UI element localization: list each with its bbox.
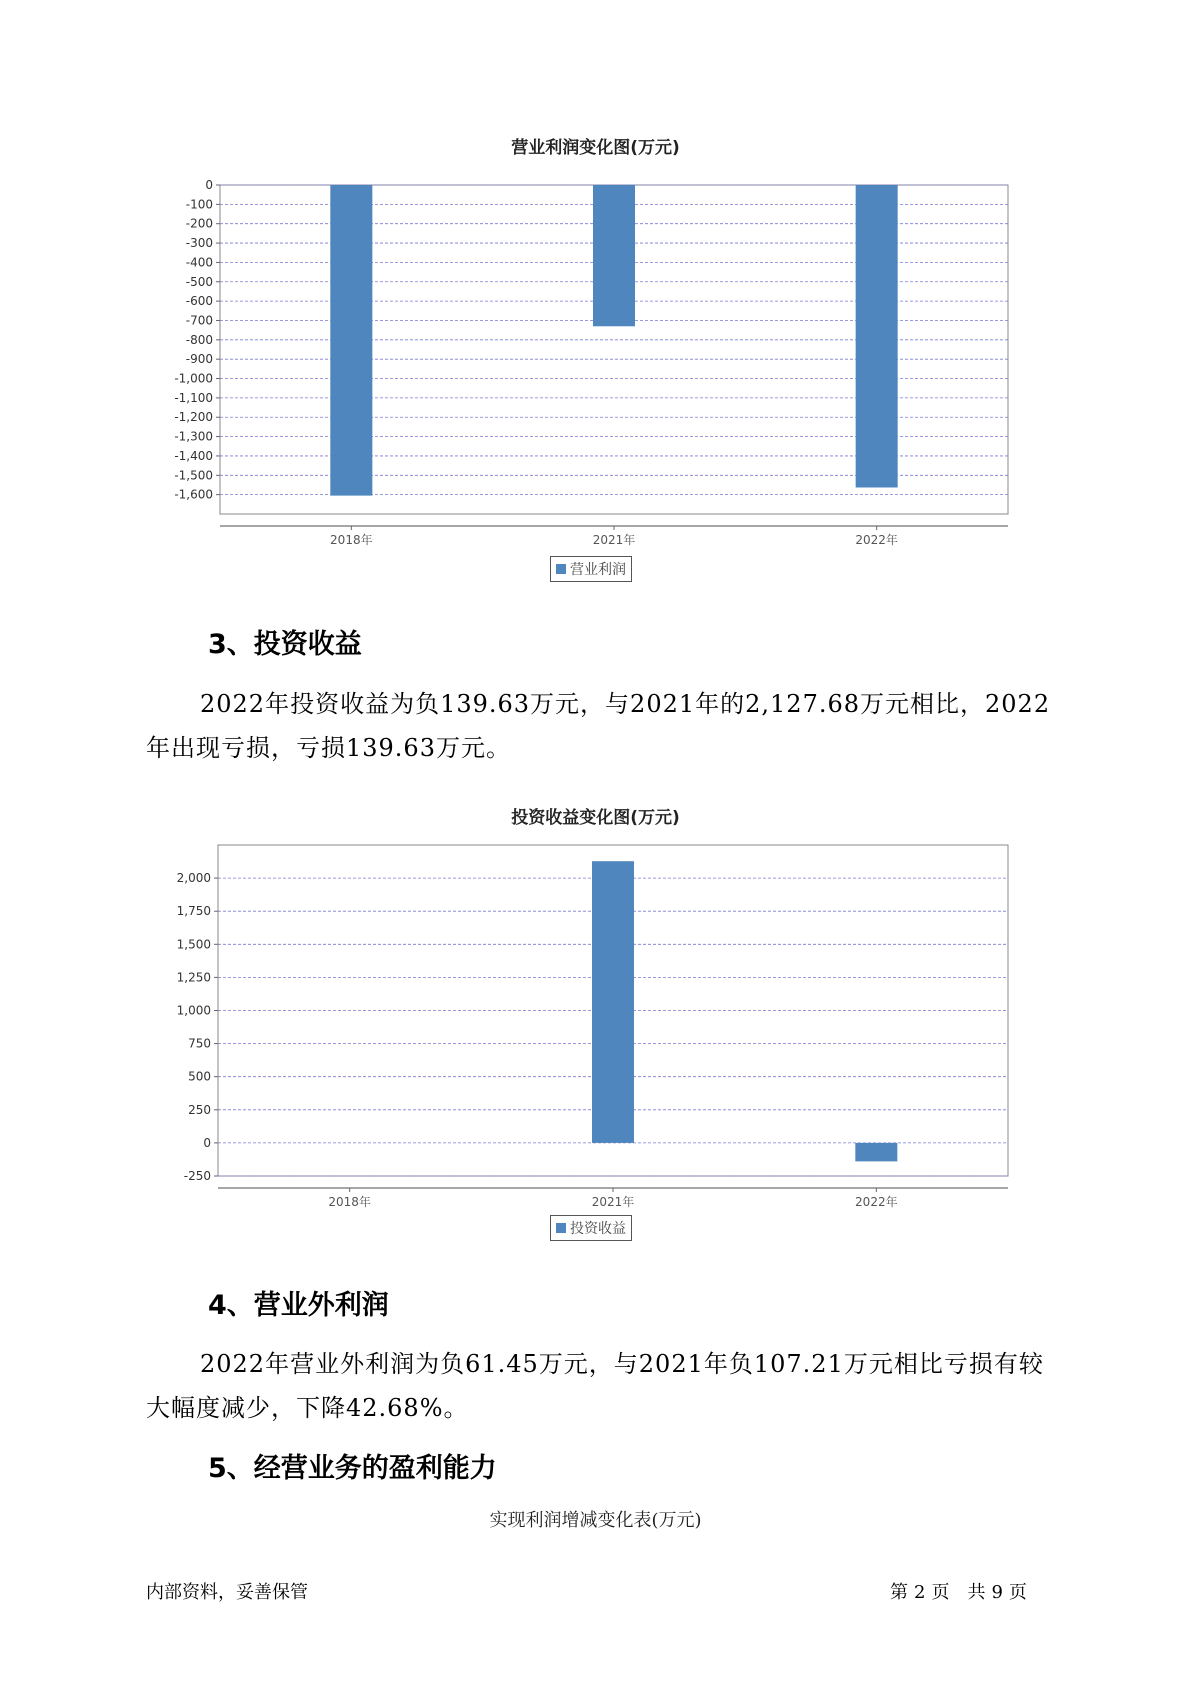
y-tick-label: 1,000 <box>176 1003 211 1018</box>
chart2-legend <box>550 1215 632 1241</box>
y-tick-label: -250 <box>183 1169 211 1183</box>
y-tick-label: -300 <box>185 236 213 251</box>
section5-heading: 5、经营业务的盈利能力 <box>208 1453 497 1484</box>
y-tick-label: 1,500 <box>176 937 211 952</box>
chart1-legend-label: 营业利润 <box>570 562 626 578</box>
y-tick-label: 2,000 <box>176 871 211 886</box>
investment-income-chart <box>0 830 1191 1209</box>
y-tick-label: -1,100 <box>174 390 213 405</box>
y-tick-label: -1,200 <box>174 410 213 425</box>
y-tick-label: 0 <box>205 178 213 192</box>
x-tick-label: 2018年 <box>328 1195 371 1209</box>
x-tick-label: 2022年 <box>855 1195 898 1209</box>
x-tick-label: 2021年 <box>592 533 636 547</box>
y-tick-label: -600 <box>185 294 213 309</box>
y-tick-label: -400 <box>185 255 213 270</box>
page-mid: 页 共 <box>931 1582 986 1603</box>
chart1-title: 营业利润变化图(万元) <box>511 138 680 158</box>
y-tick-label: -1,500 <box>174 468 213 483</box>
bar-2022年 <box>855 1143 897 1161</box>
bar-2018年 <box>330 185 372 496</box>
y-tick-label: -200 <box>185 216 213 231</box>
chart2-legend-label: 投资收益 <box>570 1221 626 1237</box>
footer-page-number <box>890 1578 1033 1604</box>
y-tick-label: -700 <box>185 313 213 328</box>
bar-2022年 <box>856 185 898 487</box>
y-tick-label: -800 <box>185 332 213 347</box>
y-tick-label: -100 <box>185 197 213 212</box>
y-tick-label: 500 <box>188 1069 211 1084</box>
bar-2021年 <box>592 861 634 1143</box>
chart1-legend <box>550 556 632 582</box>
y-tick-label: -1,300 <box>174 429 213 444</box>
y-tick-label: 1,750 <box>176 904 211 919</box>
y-tick-label: 1,250 <box>176 970 211 985</box>
y-tick-label: -500 <box>185 274 213 289</box>
x-tick-label: 2021年 <box>591 1195 635 1209</box>
y-tick-label: 250 <box>188 1102 211 1117</box>
section3-heading: 3、投资收益 <box>208 629 362 660</box>
page-prefix: 第 <box>890 1582 908 1603</box>
y-tick-label: -1,600 <box>174 487 213 502</box>
page-current: 2 <box>914 1582 926 1603</box>
page-total: 9 <box>991 1582 1003 1603</box>
legend-swatch <box>556 1223 566 1233</box>
legend-swatch <box>556 564 566 574</box>
x-tick-label: 2022年 <box>855 533 898 547</box>
x-tick-label: 2018年 <box>330 533 373 547</box>
section4-paragraph: 2022年营业外利润为负61.45万元，与2021年负107.21万元相比亏损有较大幅度减少，下降42.68%。 <box>146 1350 1044 1422</box>
y-tick-label: -1,000 <box>174 371 213 386</box>
bar-2021年 <box>593 185 635 326</box>
page-suffix: 页 <box>1008 1582 1027 1603</box>
y-tick-label: -1,400 <box>174 448 213 463</box>
operating-profit-chart <box>0 160 1191 547</box>
y-tick-label: 0 <box>203 1135 211 1150</box>
section4-heading: 4、营业外利润 <box>208 1290 389 1321</box>
chart2-title: 投资收益变化图(万元) <box>511 808 680 828</box>
y-tick-label: -900 <box>185 352 213 367</box>
y-tick-label: 750 <box>188 1036 211 1051</box>
table-caption: 实现利润增减变化表(万元) <box>489 1510 702 1531</box>
footer-confidential-note: 内部资料，妥善保管 <box>146 1582 308 1603</box>
section3-paragraph: 2022年投资收益为负139.63万元，与2021年的2,127.68万元相比，2022年出现亏损，亏损139.63万元。 <box>146 690 1051 762</box>
